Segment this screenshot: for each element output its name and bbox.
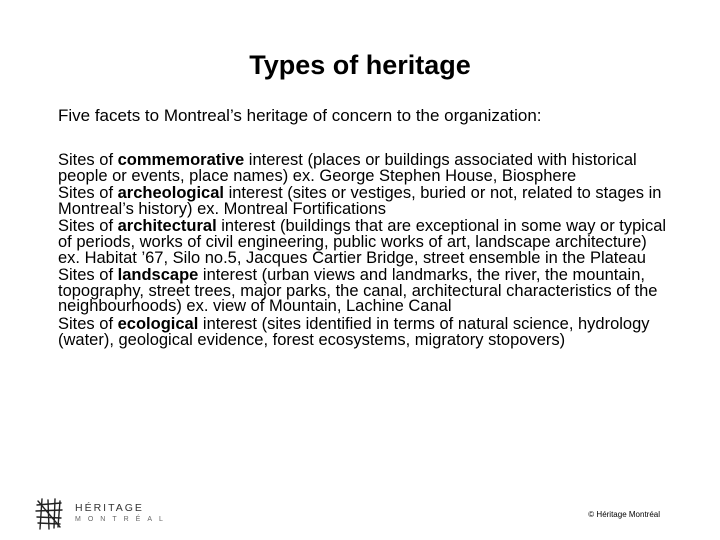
item-keyword: ecological: [117, 314, 199, 333]
list-item: [58, 186, 668, 217]
item-description: interest (urban views and landmarks, the river, the mountain, topography, street trees, major parks, the canal, architectural characteristics of the neighbourhoods) ex. view of Mountain, Lachine Canal: [58, 266, 658, 316]
item-prefix: Sites of: [58, 266, 118, 285]
item-keyword: archeological: [117, 184, 224, 203]
item-keyword: architectural: [117, 217, 217, 236]
item-prefix: Sites of: [58, 314, 118, 333]
item-description: interest (places or buildings associated with historical people or events, place names) ex. George Stephen House, Biosphere: [58, 151, 637, 185]
item-prefix: Sites of: [58, 217, 118, 236]
item-description: interest (sites identified in terms of natural science, hydrology (water), geological evidence, forest ecosystems, migratory stopovers): [58, 314, 650, 349]
slide-title: Types of heritage: [249, 50, 471, 80]
heritage-types-list: [58, 153, 668, 350]
logo-subtitle: MONTRÉAL: [75, 516, 170, 523]
item-description: interest (buildings that are exceptional in some way or typical of periods, works of civil engineering, public works of art, landscape architecture) ex. Habitat ’67, Silo no.5, Jacques Cartier Bridge, street ensemble in the Plateau: [58, 217, 667, 267]
list-item: [58, 314, 668, 349]
list-item: [58, 268, 668, 315]
list-item: [58, 153, 668, 184]
intro-text: Five facets to Montreal’s heritage of concern to the organization:: [58, 106, 542, 125]
heritage-grid-logo-icon: [34, 497, 64, 531]
heritage-montreal-logo: [34, 497, 174, 531]
item-prefix: Sites of: [58, 151, 118, 169]
item-keyword: commemorative: [117, 151, 245, 169]
item-description: interest (sites or vestiges, buried or not, related to stages in Montreal’s history) ex. Montreal Fortifications: [58, 184, 662, 218]
item-prefix: Sites of: [58, 184, 118, 203]
list-item: [58, 219, 668, 266]
logo-name: HÉRITAGE: [75, 502, 144, 514]
item-keyword: landscape: [117, 266, 199, 285]
copyright-notice: © Héritage Montréal: [588, 510, 660, 519]
